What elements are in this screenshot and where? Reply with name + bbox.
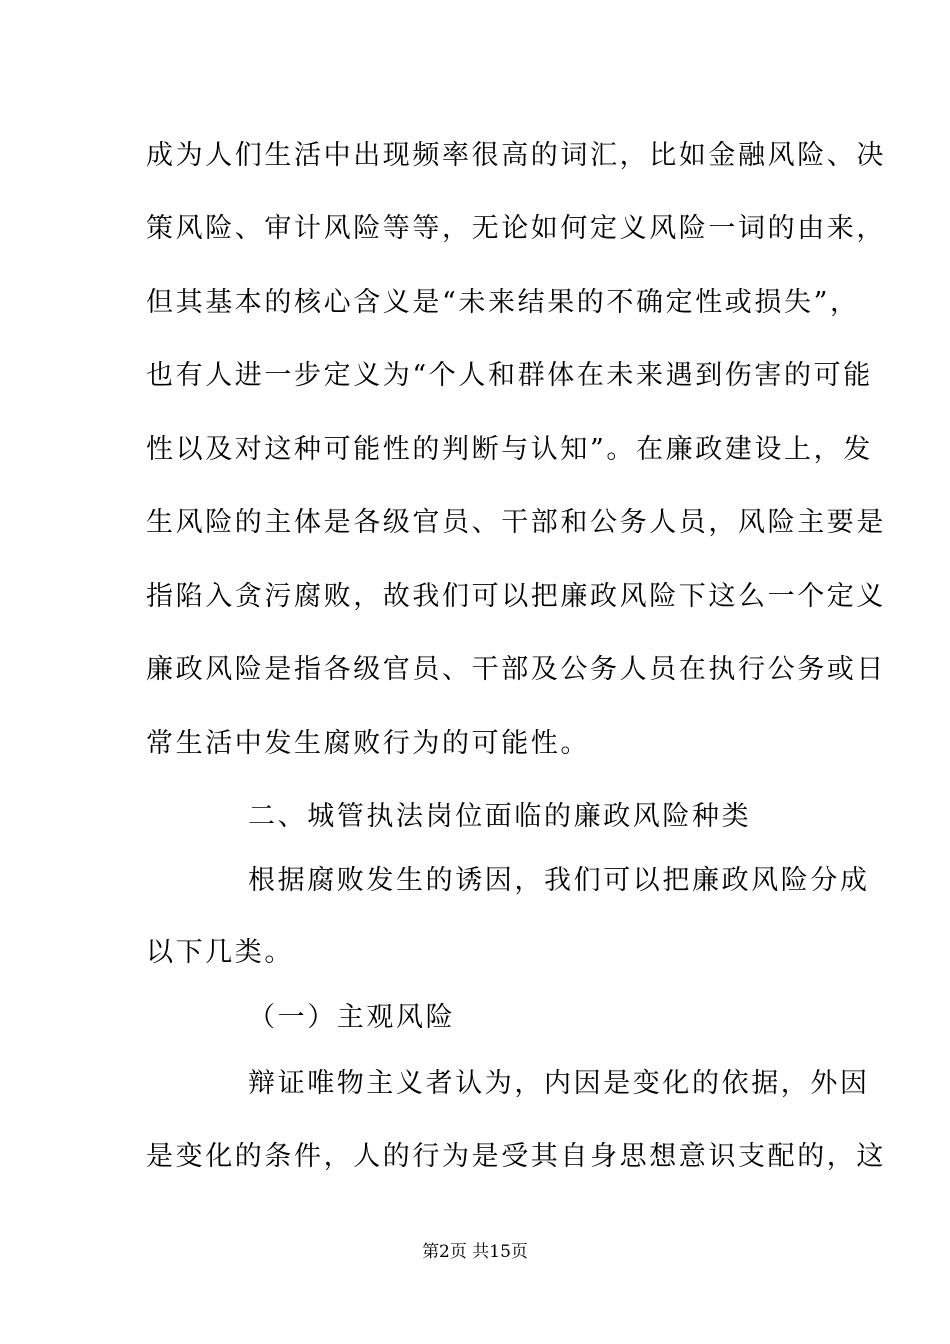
- text-line: 生风险的主体是各级官员、干部和公务人员，风险主要是: [146, 507, 886, 538]
- text-line: 辩证唯物主义者认为，内因是变化的依据，外因: [248, 1068, 870, 1099]
- text-line: 也有人进一步定义为“个人和群体在未来遇到伤害的可能: [146, 360, 873, 391]
- text-line: 指陷入贪污腐败，故我们可以把廉政风险下这么一个定义: [146, 581, 886, 612]
- text-line: 根据腐败发生的诱因，我们可以把廉政风险分成: [248, 865, 870, 896]
- text-line: 成为人们生活中出现频率很高的词汇，比如金融风险、决: [146, 140, 886, 171]
- text-line: 性以及对这种可能性的判断与认知”。在廉政建设上，发: [146, 434, 873, 465]
- text-line: 廉政风险是指各级官员、干部及公务人员在执行公务或日: [146, 654, 886, 685]
- text-line: 是变化的条件，人的行为是受其自身思想意识支配的，这: [146, 1141, 886, 1172]
- text-line: 但其基本的核心含义是“未来结果的不确定性或损失”，: [146, 287, 860, 318]
- text-line: 常生活中发生腐败行为的可能性。: [146, 728, 590, 759]
- text-line: 以下几类。: [146, 937, 294, 968]
- text-line: 策风险、审计风险等等，无论如何定义风险一词的由来，: [146, 213, 886, 244]
- subsection-heading: （一）主观风险: [248, 1002, 456, 1033]
- section-heading: 二、城管执法岗位面临的廉政风险种类: [248, 801, 752, 832]
- page-number: 第2页 共15页: [422, 1242, 528, 1262]
